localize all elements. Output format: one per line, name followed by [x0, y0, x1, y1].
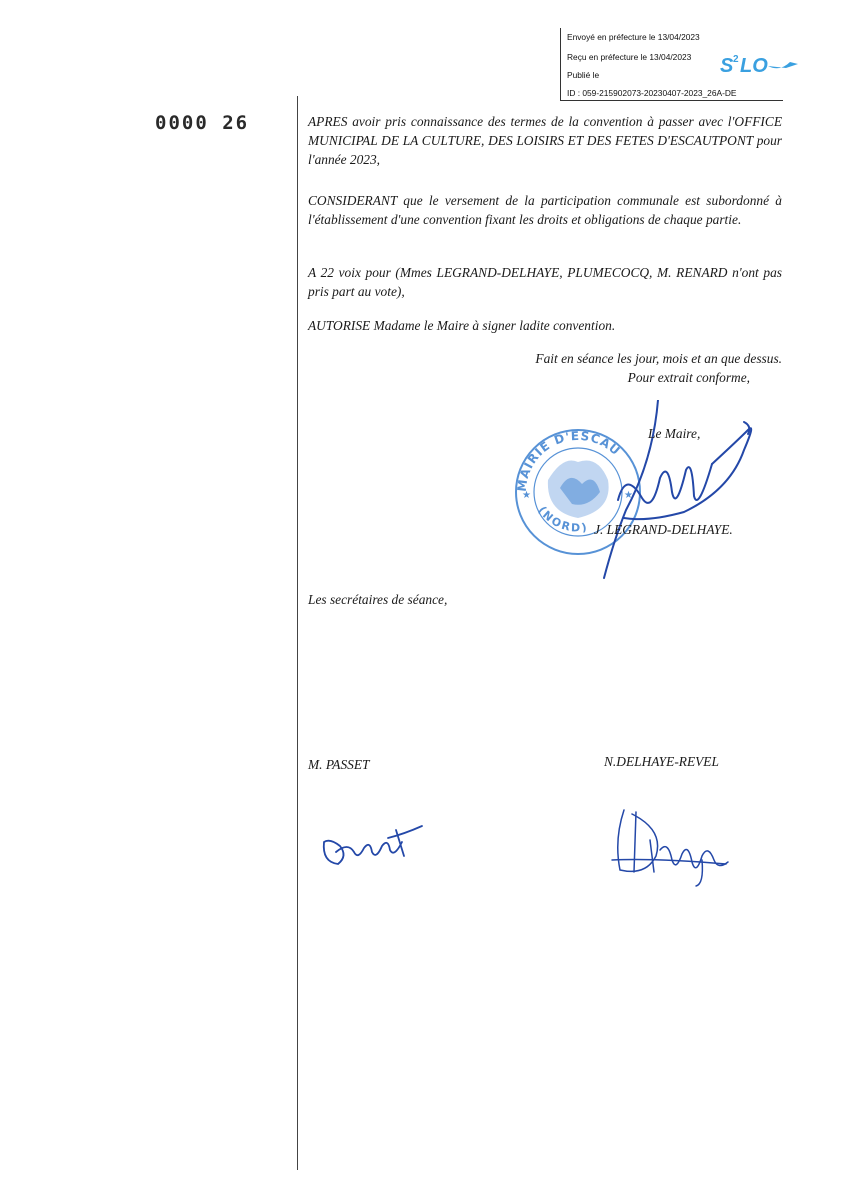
paragraph-autorise: AUTORISE Madame le Maire à signer ladite convention. [308, 318, 616, 333]
svg-text:2: 2 [733, 54, 739, 65]
s2lo-logo-icon [720, 50, 800, 80]
mayor-seal-and-signature [508, 400, 778, 580]
stamp-received-date: Reçu en préfecture le 13/04/2023 [567, 52, 692, 62]
secretaries-label: Les secrétaires de séance, [308, 592, 448, 607]
svg-text:★: ★ [522, 490, 531, 501]
closing-statement: Fait en séance les jour, mois et an que dessus. [535, 351, 782, 366]
svg-text:LO: LO [740, 55, 768, 77]
paragraph-vote: A 22 voix pour (Mmes LEGRAND-DELHAYE, PLUMECOCQ, M. RENARD n'ont pas pris part au vote), [308, 265, 782, 299]
mayor-name: J. LEGRAND-DELHAYE. [594, 522, 733, 537]
secretary-passet-name: M. PASSET [308, 757, 370, 772]
stamp-published: Publié le [567, 70, 600, 80]
margin-line [297, 96, 298, 1170]
delhaye-signature-icon [606, 800, 736, 890]
stamp-sent-date: Envoyé en préfecture le 13/04/2023 [567, 32, 700, 42]
paragraph-considerant: CONSIDERANT que le versement de la participation communale est subordonné à l'établissement d'une convention fixant les droits et obligations de chaque partie. [308, 193, 782, 227]
secretary-delhaye-name: N.DELHAYE-REVEL [604, 754, 719, 769]
seal-bottom-text: (NORD) [535, 503, 590, 535]
mayor-title: Le Maire, [648, 426, 701, 441]
stamp-id: ID : 059-215902073-20230407-2023_26A-DE [567, 88, 737, 98]
passet-signature-icon [318, 812, 428, 872]
seal-top-text: MAIRIE D'ESCAU [514, 428, 624, 493]
svg-text:S: S [720, 55, 734, 77]
closing-conformity: Pour extrait conforme, [627, 370, 750, 385]
registry-number: 0000 26 [155, 112, 250, 134]
svg-text:★: ★ [624, 490, 633, 501]
paragraph-apres: APRES avoir pris connaissance des termes de la convention à passer avec l'OFFICE MUNICIPAL DE LA CULTURE, DES LOISIRS ET DES FETES D'ESCAUTPONT pour l'année 2023, [308, 114, 782, 167]
